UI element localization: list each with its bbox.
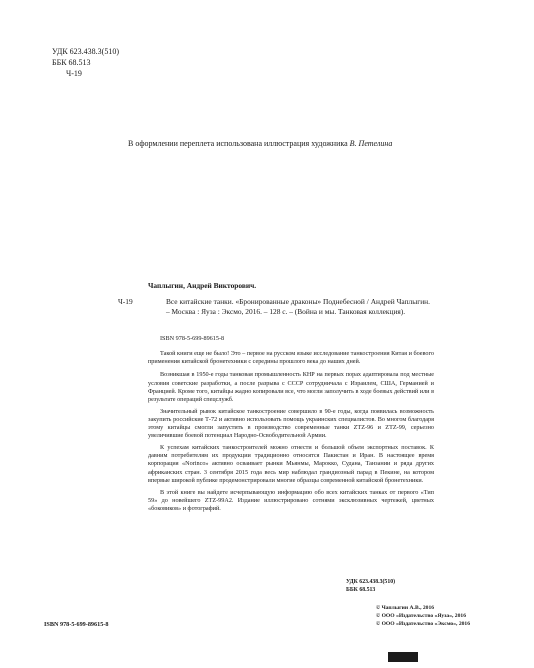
abstract-paragraph: В этой книге вы найдете исчерпывающую информацию обо всех китайских танках от первого «Тип 59» до новейшего ZTZ-99A2. Издание иллюстрировано сотнями эксклюзивных чертежей, цветных «боковиков» и фотографий. <box>148 488 434 512</box>
record-author: Чаплыгин, Андрей Викторович. <box>148 281 257 290</box>
record-isbn: ISBN 978-5-699-89615-8 <box>160 335 225 342</box>
bbk-code: ББК 68.513 <box>52 58 91 67</box>
cover-artist-name: В. Петелина <box>349 139 393 148</box>
copyright-line: © Чаплыгин А.В., 2016 <box>376 605 435 611</box>
cover-credit-text: В оформлении переплета использована иллюстрация художника <box>128 139 348 148</box>
copyright-line: © ООО «Издательство «Эксмо», 2016 <box>376 621 471 627</box>
isbn-bottom: ISBN 978-5-699-89615-8 <box>44 621 109 628</box>
abstract-paragraph: Возникшая в 1950-е годы танковая промышленность КНР на первых порах адаптировала под местные условия советские разработки, а после разрыва с СССР сотрудничала с Израилем, США, Германией и Францией. Кроме того, китайцы жадно копировали все, что могли заполучить в ходе боевых действий или в результате операций спецслужб. <box>148 371 434 404</box>
record-code: Ч-19 <box>118 297 133 306</box>
udk-code: УДК 623.438.3(510) <box>52 47 119 56</box>
printer-mark <box>388 652 418 662</box>
footer-udk: УДК 623.438.3(510) <box>346 579 396 585</box>
copyright-line: © ООО «Издательство «Яуза», 2016 <box>376 613 466 619</box>
book-abstract <box>148 350 434 517</box>
cover-illustration-credit <box>128 139 392 148</box>
author-mark: Ч-19 <box>66 69 82 78</box>
abstract-paragraph: К успехам китайских танкостроителей можно отнести и большой объем экспортных поставок. К давним потребителям их продукции традиционно относятся Пакистан и Иран. В настоящее время корпорация «Norinco» активно осваивает рынки Мьянмы, Марокко, Судана, Танзании и ряда других африканских стран. 3 сентября 2015 года весь мир наблюдал грандиозный парад в Пекине, на котором впервые широкой публике продемонстрировали многие образцы современной китайской бронетехники. <box>148 444 434 484</box>
footer-bbk: ББК 68.513 <box>346 586 376 593</box>
classification-header <box>52 46 119 79</box>
abstract-paragraph: Значительный рывок китайское танкостроение совершило в 90-е годы, когда появилась возможность закупить российские Т-72 и активно использовать помощь украинских специалистов. Во многом благодаря этому китайцы смогли запустить в производство современные танки ZTZ-96 и ZTZ-99, серьезно увеличившие боевой потенциал Народно-Освободительной Армии. <box>148 407 434 440</box>
copyright-block <box>376 604 470 628</box>
record-description: Все китайские танки. «Бронированные драконы» Поднебесной / Андрей Чаплыгин. – Москва : Яуза : Эксмо, 2016. – 128 с. – (Война и мы. Танковая коллекция). <box>166 297 430 317</box>
footer-classification <box>346 579 395 595</box>
abstract-paragraph: Такой книги еще не было! Это – первое на русском языке исследование танкостроения Китая и боевого применения китайской бронетехники с середины прошлого века до наших дней. <box>148 350 434 366</box>
